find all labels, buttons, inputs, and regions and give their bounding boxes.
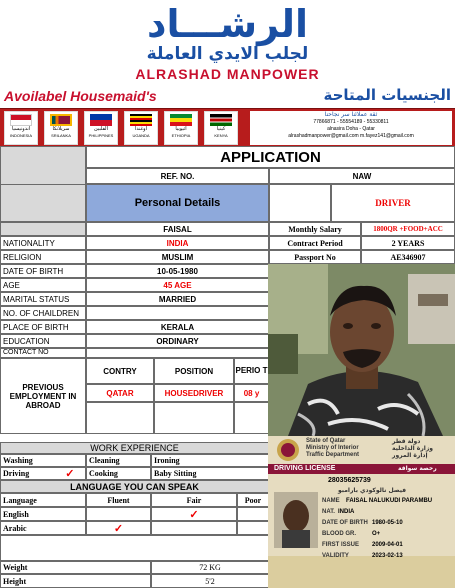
arabic-fluent-tick-icon: ✓ — [113, 522, 124, 535]
religion-value: MUSLIM — [86, 250, 269, 264]
driving-license-image — [268, 436, 455, 588]
license-title: DRIVING LICENSE — [274, 465, 336, 472]
license-ministry: Ministry of Interior — [306, 445, 359, 451]
flag-icon — [210, 114, 232, 126]
language-col-header: Language — [0, 493, 86, 507]
flag-label-ar: كينيا — [216, 126, 226, 132]
blank-cell — [0, 184, 86, 222]
slogan: ثقة عملائنا سر نجاحنا — [324, 111, 378, 118]
emails: alrashadmanpower@gmail.com m.fayez141@gmail.com — [288, 133, 414, 139]
company-arabic-subtitle: لجلب الايدي العاملة — [146, 44, 309, 64]
flag-label-ar: الفلبين — [94, 126, 108, 132]
monthly-salary-value: 1800QR +FOOD+ACC — [361, 222, 455, 236]
license-number: 28035625739 — [328, 477, 371, 484]
available-row — [4, 86, 451, 108]
blank-cell — [154, 402, 234, 434]
weight-value: 72 KG — [151, 561, 269, 574]
personal-details-header: Personal Details — [86, 184, 269, 222]
letterhead — [0, 0, 455, 110]
arabic-poor — [237, 521, 269, 535]
license-name-label: NAME — [322, 498, 340, 504]
flag-label-en: ETHIOPIA — [171, 133, 191, 138]
license-validity-label: VALIDITY — [322, 553, 349, 559]
company-arabic-title: الرشـــاد — [146, 2, 309, 46]
ironing-label: Ironing — [151, 454, 269, 467]
flag-label-en: INDONESIA — [9, 133, 32, 138]
license-dob-value: 1980-05-10 — [372, 520, 403, 526]
english-fair-tick-icon: ✓ — [189, 508, 199, 521]
driving-tick-icon: ✓ — [65, 468, 75, 480]
height-label: Height — [0, 574, 151, 588]
license-issue-label: FIRST ISSUE — [322, 542, 360, 548]
blank-row — [0, 535, 269, 561]
available-english: Avoilabel Housemaid's — [4, 88, 157, 104]
nationalities-strip — [0, 108, 455, 146]
contact-label: CONTACT NO — [0, 348, 86, 358]
baby-sitting-label: Baby Sitting — [151, 467, 269, 480]
education-value: ORDINARY — [86, 334, 269, 348]
contract-period-label: Contract Period — [269, 236, 361, 250]
contract-period-value: 2 YEARS — [361, 236, 455, 250]
flag-icon — [130, 114, 152, 126]
applicant-photo — [268, 264, 455, 436]
flag-philippines — [84, 111, 118, 145]
flag-label-en: PHILIPPINES — [88, 133, 114, 138]
height-value: 5'2 — [151, 574, 269, 588]
arabic-fair — [151, 521, 237, 535]
portrait-image — [268, 264, 455, 436]
cooking-label: Cooking — [86, 467, 151, 480]
license-dob-label: DATE OF BIRTH — [322, 520, 368, 526]
license-ministry-ar: وزارة الداخلية — [392, 445, 434, 452]
position-header: POSITION — [154, 358, 234, 384]
english-fluent — [86, 507, 151, 521]
contact-info-box — [250, 111, 452, 145]
fair-col-header: Fair — [151, 493, 237, 507]
pob-value: KERALA — [86, 320, 269, 334]
flag-srilanka — [44, 111, 78, 145]
period-value: 08 y — [234, 384, 269, 402]
license-nat-value: INDIA — [338, 509, 355, 515]
license-title-ar: رخصة سواقة — [398, 465, 437, 472]
license-state-ar: دولة قطر — [392, 438, 421, 445]
license-issue-value: 2009-04-01 — [372, 542, 403, 548]
english-poor — [237, 507, 269, 521]
language-header: LANGUAGE YOU CAN SPEAK — [0, 480, 269, 493]
flag-uganda — [124, 111, 158, 145]
blank-cell — [0, 222, 86, 236]
pob-label: PLACE OF BIRTH — [0, 320, 86, 334]
license-validity-value: 2023-02-13 — [372, 553, 403, 559]
flag-icon — [50, 114, 72, 126]
license-name-value: FAISAL NALUKUDI PARAMBU — [346, 498, 433, 504]
flag-label-en: UGANDA — [132, 133, 150, 138]
license-blood-label: BLOOD GR. — [322, 531, 356, 537]
monthly-salary-label: Monthly Salary — [269, 222, 361, 236]
license-nat-label: NAT. — [322, 509, 335, 515]
nationality-label: NATIONALITY — [0, 236, 86, 250]
period-header: PERIO T — [234, 358, 269, 384]
flag-icon — [10, 114, 32, 126]
blank-cell — [269, 184, 331, 222]
ref-value: NAW — [269, 168, 455, 184]
license-dept: Traffic Department — [306, 452, 360, 458]
blank-cell — [234, 402, 269, 434]
passport-value: AE346907 — [361, 250, 455, 264]
available-arabic: الجنسيات المتاحة — [323, 86, 451, 104]
washing-label: Washing — [0, 454, 86, 467]
nationality-value: INDIA — [86, 236, 269, 250]
flag-label-ar: اندونيسيا — [11, 126, 31, 132]
flag-label-en: KENYA — [214, 133, 228, 138]
flag-label-ar: اوغندا — [135, 126, 147, 132]
flag-label-en: SRILANKA — [51, 133, 71, 138]
cleaning-label: Cleaning — [86, 454, 151, 467]
weight-label: Weight — [0, 561, 151, 574]
arabic-label: Arabic — [0, 521, 86, 535]
ref-label: REF. NO. — [86, 168, 269, 184]
driving-text: Driving — [3, 469, 30, 478]
address: alnasira Doha - Qatar — [327, 126, 375, 132]
company-name: ALRASHAD MANPOWER — [135, 66, 320, 82]
english-label: English — [0, 507, 86, 521]
flag-label-ar: سريلانكا — [52, 126, 70, 132]
marital-label: MARITAL STATUS — [0, 292, 86, 306]
arabic-fluent — [86, 521, 151, 535]
age-value: 45 AGE — [86, 278, 269, 292]
name-value: FAISAL — [86, 222, 269, 236]
job-title: DRIVER — [331, 184, 455, 222]
previous-employment-label: PREVIOUS EMPLOYMENT IN ABROAD — [0, 358, 86, 434]
form-title: APPLICATION — [86, 146, 455, 168]
english-fair — [151, 507, 237, 521]
license-state: State of Qatar — [306, 438, 346, 444]
license-dept-ar: إدارة المرور — [392, 452, 428, 459]
flag-icon — [170, 114, 192, 126]
age-label: AGE — [0, 278, 86, 292]
country-header: CONTRY — [86, 358, 154, 384]
flag-ethiopia — [164, 111, 198, 145]
children-label: NO. OF CHAILDREN — [0, 306, 86, 320]
phones: 77866871 - 55554189 - 55330811 — [313, 119, 389, 125]
poor-col-header: Poor — [237, 493, 269, 507]
education-label: EDUCATION — [0, 334, 86, 348]
flag-kenya — [204, 111, 238, 145]
fluent-col-header: Fluent — [86, 493, 151, 507]
dob-value: 10-05-1980 — [86, 264, 269, 278]
children-value — [86, 306, 269, 320]
religion-label: RELIGION — [0, 250, 86, 264]
contact-value — [86, 348, 269, 358]
flag-label-ar: اثيوبيا — [175, 126, 187, 132]
flag-icon — [90, 114, 112, 126]
marital-value: MARRIED — [86, 292, 269, 306]
license-blood-value: O+ — [372, 531, 381, 537]
work-experience-header: WORK EXPERIENCE — [0, 442, 269, 454]
license-name-ar: فيصل نالوكودي بارامبو — [338, 487, 407, 494]
country-value: QATAR — [86, 384, 154, 402]
passport-label: Passport No — [269, 250, 361, 264]
driving-label — [0, 467, 86, 480]
flag-indonesia — [4, 111, 38, 145]
dob-label: DATE OF BIRTH — [0, 264, 86, 278]
position-value: HOUSEDRIVER — [154, 384, 234, 402]
blank-cell — [86, 402, 154, 434]
